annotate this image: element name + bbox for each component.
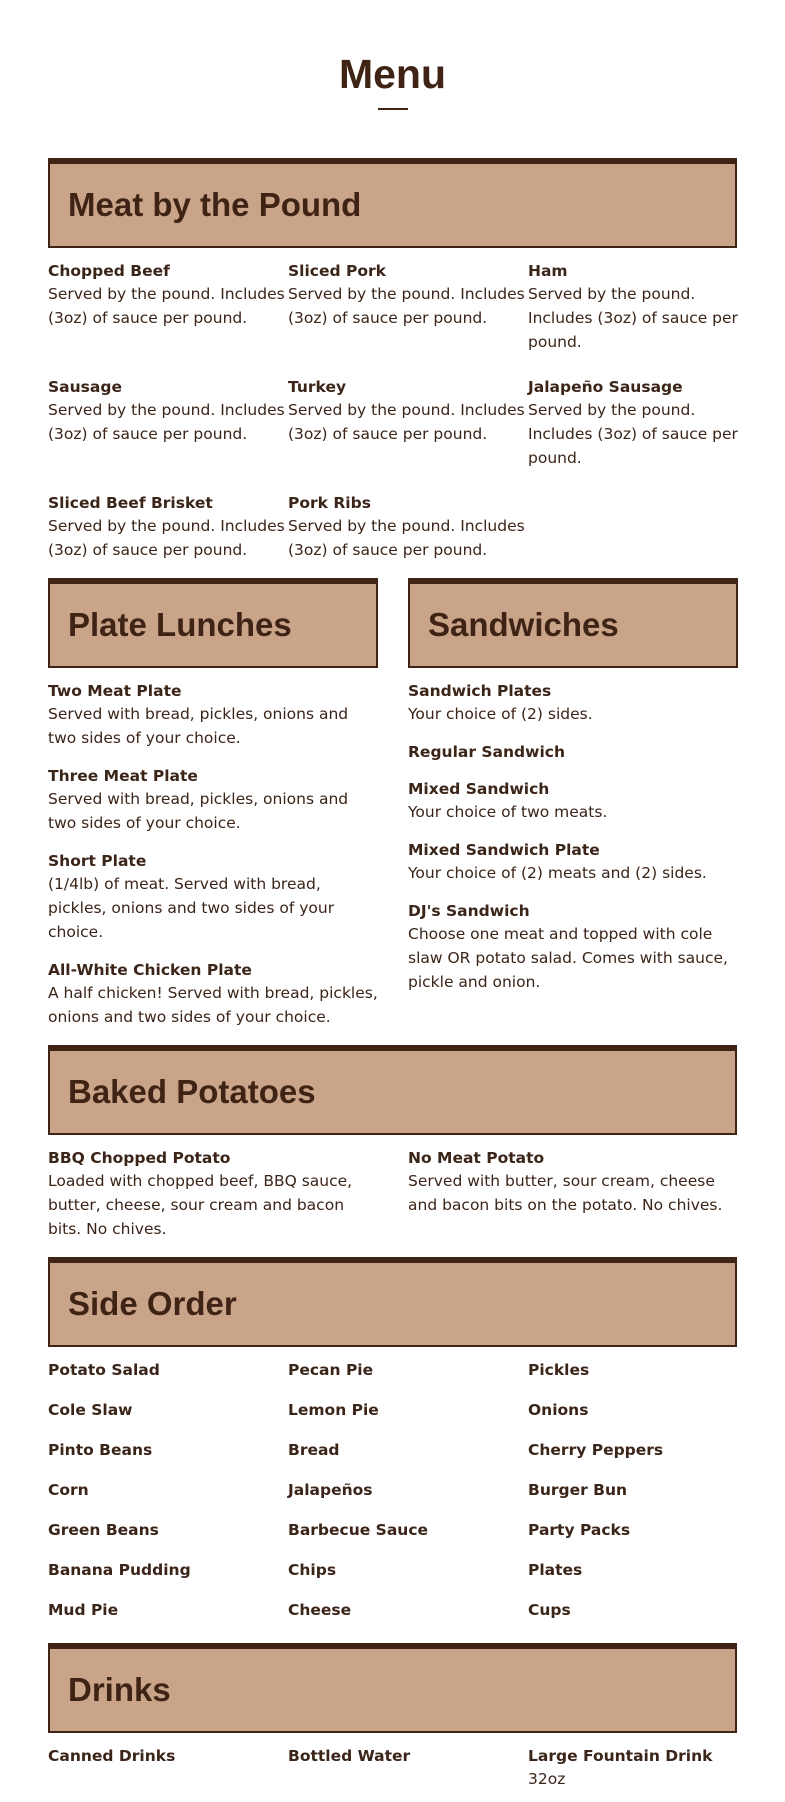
item-desc: 32oz	[528, 1770, 566, 1788]
menu-item	[288, 261, 528, 354]
item-desc: Served by the pound. Includes (3oz) of sauce per pound.	[288, 401, 525, 443]
side-item: Barbecue Sauce	[288, 1521, 429, 1539]
side-item: Pinto Beans	[48, 1441, 153, 1459]
menu-item	[48, 851, 378, 944]
section-header-drinks: Drinks	[48, 1643, 737, 1733]
item-desc: Served with butter, sour cream, cheese and bacon bits on the potato. No chives.	[408, 1172, 723, 1214]
item-name: Short Plate	[48, 852, 147, 870]
section-plates-sandwiches	[48, 578, 737, 1029]
section-header-potatoes: Baked Potatoes	[48, 1045, 737, 1135]
menu-item	[48, 681, 378, 750]
item-desc: Your choice of (2) sides.	[408, 705, 593, 723]
item-desc: Served by the pound. Includes (3oz) of sauce per pound.	[528, 285, 738, 351]
section-drinks	[48, 1643, 737, 1791]
menu-item	[408, 779, 738, 824]
item-name: Sliced Beef Brisket	[48, 494, 213, 512]
potato-items	[48, 1135, 737, 1241]
title-divider	[378, 108, 408, 110]
item-name: DJ's Sandwich	[408, 902, 530, 920]
section-potatoes	[48, 1045, 737, 1241]
item-desc: Served with bread, pickles, onions and two sides of your choice.	[48, 705, 349, 747]
item-name: Two Meat Plate	[48, 682, 182, 700]
side-item: Bread	[288, 1441, 340, 1459]
item-name: Sausage	[48, 378, 122, 396]
side-item: Lemon Pie	[288, 1401, 379, 1419]
item-name: Three Meat Plate	[48, 767, 198, 785]
side-item: Green Beans	[48, 1521, 159, 1539]
item-desc: Choose one meat and topped with cole slaw OR potato salad. Comes with sauce, pickle and onion.	[408, 925, 728, 991]
item-desc: Served by the pound. Includes (3oz) of sauce per pound.	[288, 517, 525, 559]
item-desc: Served by the pound. Includes (3oz) of sauce per pound.	[528, 401, 738, 467]
item-name: Canned Drinks	[48, 1747, 176, 1765]
side-item: Cole Slaw	[48, 1401, 133, 1419]
side-item: Jalapeños	[288, 1481, 373, 1499]
menu-item	[48, 960, 378, 1029]
menu-item	[408, 681, 738, 726]
menu-item	[48, 377, 288, 470]
item-name: All-White Chicken Plate	[48, 961, 252, 979]
section-header-sandwiches: Sandwiches	[408, 578, 738, 668]
menu-item	[528, 261, 738, 354]
item-name: Chopped Beef	[48, 262, 170, 280]
item-desc: Your choice of (2) meats and (2) sides.	[408, 864, 707, 882]
item-name: Ham	[528, 262, 568, 280]
item-desc: Loaded with chopped beef, BBQ sauce, butter, cheese, sour cream and bacon bits. No chives.	[48, 1172, 353, 1238]
section-header-plates: Plate Lunches	[48, 578, 378, 668]
item-name: Sandwich Plates	[408, 682, 552, 700]
drink-items	[48, 1733, 737, 1791]
side-item: Corn	[48, 1481, 89, 1499]
item-name: Pork Ribs	[288, 494, 371, 512]
side-item: Pickles	[528, 1361, 590, 1379]
item-name: No Meat Potato	[408, 1149, 545, 1167]
section-meat	[48, 158, 737, 562]
menu-item	[288, 493, 528, 562]
side-item: Plates	[528, 1561, 583, 1579]
side-item: Cups	[528, 1601, 571, 1619]
item-name: Mixed Sandwich Plate	[408, 841, 600, 859]
menu-item	[528, 377, 738, 470]
menu-item	[408, 742, 738, 763]
item-desc: Served by the pound. Includes (3oz) of sauce per pound.	[48, 517, 285, 559]
side-item: Banana Pudding	[48, 1561, 191, 1579]
item-desc: Served by the pound. Includes (3oz) of sauce per pound.	[48, 401, 285, 443]
menu-item	[48, 493, 288, 562]
section-sides	[48, 1257, 737, 1627]
item-name: Jalapeño Sausage	[528, 378, 683, 396]
item-desc: A half chicken! Served with bread, pickles, onions and two sides of your choice.	[48, 984, 378, 1026]
side-item: Cheese	[288, 1601, 352, 1619]
item-name: Bottled Water	[288, 1747, 411, 1765]
item-desc: Served with bread, pickles, onions and two sides of your choice.	[48, 790, 349, 832]
side-item: Chips	[288, 1561, 337, 1579]
item-desc: Served by the pound. Includes (3oz) of sauce per pound.	[48, 285, 285, 327]
side-item: Pecan Pie	[288, 1361, 374, 1379]
item-name: Turkey	[288, 378, 347, 396]
menu-item	[288, 1746, 528, 1791]
page-title-text: Menu	[338, 51, 447, 97]
item-name: Regular Sandwich	[408, 743, 565, 761]
section-plates	[48, 578, 378, 1029]
section-header-meat: Meat by the Pound	[48, 158, 737, 248]
menu-item	[408, 840, 738, 885]
menu-item	[48, 1746, 288, 1791]
menu-item	[408, 901, 738, 994]
item-name: Sliced Pork	[288, 262, 386, 280]
item-desc: Your choice of two meats.	[408, 803, 608, 821]
menu-item	[528, 1746, 738, 1791]
section-sandwiches	[408, 578, 738, 1029]
menu-item	[48, 766, 378, 835]
item-name: BBQ Chopped Potato	[48, 1149, 231, 1167]
side-item: Party Packs	[528, 1521, 631, 1539]
item-name: Mixed Sandwich	[408, 780, 550, 798]
side-item: Burger Bun	[528, 1481, 628, 1499]
side-item: Mud Pie	[48, 1601, 119, 1619]
menu-item	[48, 1148, 378, 1241]
item-name: Large Fountain Drink	[528, 1747, 713, 1765]
side-item: Onions	[528, 1401, 589, 1419]
menu-item	[288, 377, 528, 470]
section-header-sides: Side Order	[48, 1257, 737, 1347]
menu-item	[48, 261, 288, 354]
meat-items	[48, 248, 737, 562]
side-items	[48, 1347, 737, 1627]
side-item: Cherry Peppers	[528, 1441, 664, 1459]
item-desc: Served by the pound. Includes (3oz) of sauce per pound.	[288, 285, 525, 327]
side-item: Potato Salad	[48, 1361, 160, 1379]
item-desc: (1/4lb) of meat. Served with bread, pickles, onions and two sides of your choice.	[48, 875, 335, 941]
menu-item	[408, 1148, 738, 1241]
page-title	[48, 0, 737, 98]
